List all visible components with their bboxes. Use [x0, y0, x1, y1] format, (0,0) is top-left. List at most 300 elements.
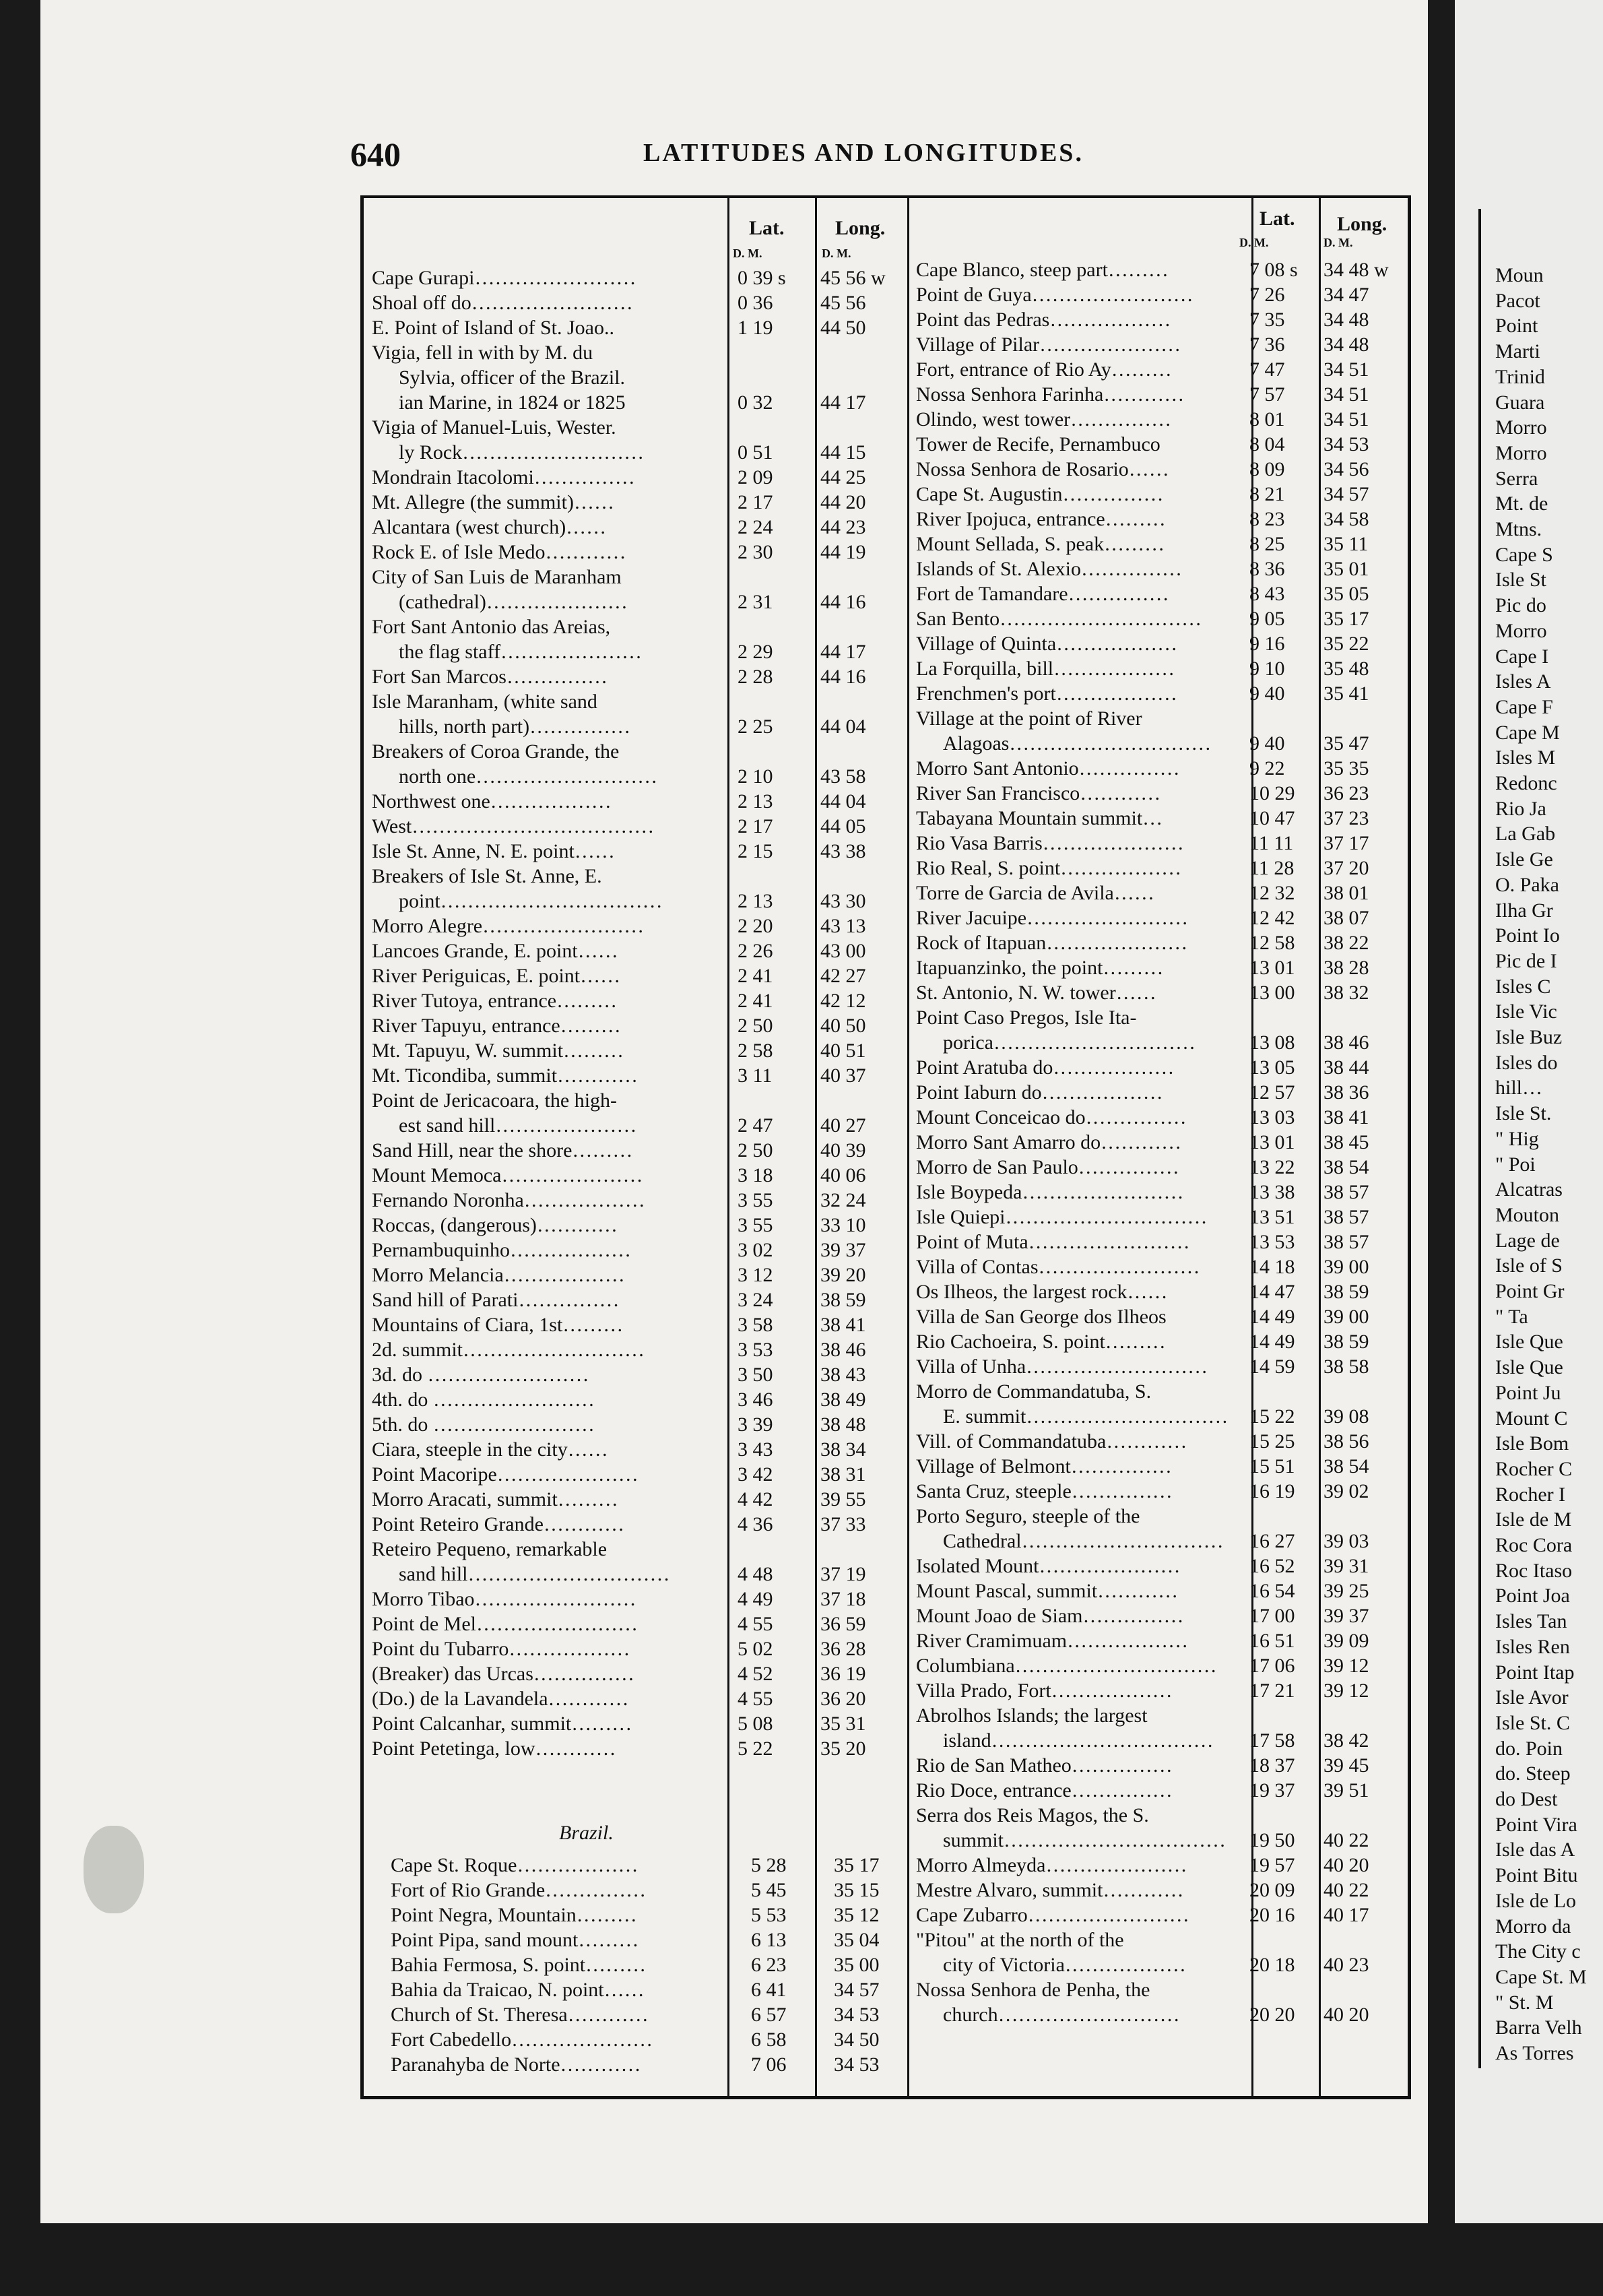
latitude-value: 7 06 — [751, 2053, 787, 2076]
latitude-value: 13 51 — [1249, 1206, 1295, 1228]
latitude-value: 15 51 — [1249, 1455, 1295, 1477]
place-name: Isle Quiepi………………………… — [916, 1206, 1208, 1228]
longitude-value: 38 34 — [820, 1438, 866, 1461]
latitude-value: 16 19 — [1249, 1480, 1295, 1502]
place-name: Tower de Recife, Pernambuco — [916, 433, 1160, 455]
place-name: Serra dos Reis Magos, the S. — [916, 1804, 1149, 1826]
latitude-value: 7 35 — [1249, 309, 1285, 331]
latitude-value: 12 58 — [1249, 932, 1295, 954]
longitude-value: 38 28 — [1323, 957, 1369, 979]
longitude-value: 35 17 — [1323, 608, 1369, 630]
longitude-value: 34 51 — [1323, 408, 1369, 430]
latitude-value: 4 55 — [738, 1688, 773, 1710]
latitude-value: 2 13 — [738, 890, 773, 912]
latitude-value: 19 57 — [1249, 1854, 1295, 1876]
place-name: Abrolhos Islands; the largest — [916, 1704, 1148, 1727]
latitude-value: 0 39 s — [738, 267, 786, 289]
latitude-value: 8 23 — [1249, 508, 1285, 530]
facing-page-text: do Dest — [1495, 1788, 1558, 1810]
longitude-value: 36 23 — [1323, 782, 1369, 804]
place-name: Reteiro Pequeno, remarkable — [372, 1538, 608, 1560]
longitude-value: 44 04 — [820, 790, 866, 812]
longitude-value: 38 32 — [1323, 982, 1369, 1004]
longitude-value: 42 12 — [820, 990, 866, 1012]
latitude-value: 5 22 — [738, 1737, 773, 1760]
longitude-value: 38 42 — [1323, 1729, 1369, 1752]
longitude-value: 37 33 — [820, 1513, 866, 1535]
longitude-value: 44 05 — [820, 815, 866, 837]
latitude-value: 6 23 — [751, 1954, 787, 1976]
facing-page-text: Cape S — [1495, 543, 1553, 566]
facing-page-text: Isle Que — [1495, 1356, 1563, 1379]
latitude-value: 16 27 — [1249, 1530, 1295, 1552]
facing-page-text: Pic de I — [1495, 949, 1557, 972]
longitude-value: 34 56 — [1323, 458, 1369, 480]
longitude-value: 38 57 — [1323, 1206, 1369, 1228]
longitude-value: 43 58 — [820, 765, 866, 788]
place-name: Point du Tubarro……………… — [372, 1638, 630, 1660]
place-name: Mt. Tapuyu, W. summit……… — [372, 1040, 624, 1062]
latitude-value: 8 25 — [1249, 533, 1285, 555]
latitude-value: 3 50 — [738, 1364, 773, 1386]
longitude-value: 43 38 — [820, 840, 866, 862]
longitude-value: 39 00 — [1323, 1306, 1369, 1328]
place-name: Point Caso Pregos, Isle Ita- — [916, 1007, 1137, 1029]
place-name: Os Ilheos, the largest rock…… — [916, 1281, 1168, 1303]
place-name: Point de Guya…………………… — [916, 284, 1193, 306]
place-name: Shoal off do…………………… — [372, 292, 633, 314]
latitude-value: 7 47 — [1249, 358, 1285, 381]
place-name: Isle Boypeda…………………… — [916, 1181, 1184, 1203]
place-name: Cape Zubarro…………………… — [916, 1904, 1189, 1926]
latitude-value: 2 41 — [738, 990, 773, 1012]
place-name: Lancoes Grande, E. point…… — [372, 940, 618, 962]
facing-page-text: Isle Que — [1495, 1331, 1563, 1353]
longitude-value: 35 22 — [1323, 633, 1369, 655]
latitude-value: 10 47 — [1249, 807, 1295, 829]
longitude-value: 44 25 — [820, 466, 866, 488]
longitude-value: 40 17 — [1323, 1904, 1369, 1926]
place-name: Rio Real, S. point……………… — [916, 857, 1182, 879]
column-rule — [907, 198, 909, 2096]
longitude-value: 38 59 — [1323, 1331, 1369, 1353]
latitude-value: 7 08 s — [1249, 259, 1298, 281]
place-name: Porto Seguro, steeple of the — [916, 1505, 1140, 1527]
facing-page-text: Cape I — [1495, 645, 1549, 668]
facing-page-text: Isles A — [1495, 670, 1551, 693]
longitude-value: 40 27 — [820, 1114, 866, 1137]
facing-page-text: Trinid — [1495, 365, 1545, 388]
longitude-value: 42 27 — [820, 965, 866, 987]
longitude-value: 38 56 — [1323, 1430, 1369, 1453]
latitude-value: 5 02 — [738, 1638, 773, 1660]
place-name: Alcantara (west church)…… — [372, 516, 607, 538]
facing-page-text: Marti — [1495, 340, 1540, 363]
place-name: Vill. of Commandatuba………… — [916, 1430, 1187, 1453]
place-name: Morro de Commandatuba, S. — [916, 1380, 1152, 1403]
longitude-value: 35 15 — [834, 1879, 880, 1901]
facing-page-text: Point Itap — [1495, 1661, 1575, 1684]
latitude-value: 16 54 — [1249, 1580, 1295, 1602]
facing-page-text: Rio Ja — [1495, 797, 1546, 820]
longitude-value: 44 19 — [820, 541, 866, 563]
long-header: Long. — [1337, 213, 1387, 235]
latitude-value: 2 24 — [738, 516, 773, 538]
place-name: Cape St. Roque……………… — [391, 1854, 639, 1876]
longitude-value: 39 45 — [1323, 1754, 1369, 1777]
latitude-value: 3 11 — [738, 1064, 773, 1087]
facing-page-text: Isles M — [1495, 746, 1556, 769]
place-name: Fort Cabedello………………… — [391, 2029, 653, 2051]
place-name: Rio de San Matheo…………… — [916, 1754, 1173, 1777]
longitude-value: 40 50 — [820, 1015, 866, 1037]
latitude-value: 17 06 — [1249, 1655, 1295, 1677]
place-name: San Bento………………………… — [916, 608, 1202, 630]
place-name: River Tutoya, entrance……… — [372, 990, 618, 1012]
longitude-value: 35 31 — [820, 1713, 866, 1735]
latitude-value: 3 02 — [738, 1239, 773, 1261]
longitude-value: 39 37 — [1323, 1605, 1369, 1627]
place-name: ly Rock……………………… — [399, 441, 645, 464]
longitude-value: 38 46 — [820, 1339, 866, 1361]
facing-page-text: Point Joa — [1495, 1585, 1570, 1607]
latitude-value: 6 57 — [751, 2004, 787, 2026]
latitude-value: 9 22 — [1249, 757, 1285, 779]
latitude-value: 2 10 — [738, 765, 773, 788]
place-name: La Forquilla, bill……………… — [916, 658, 1175, 680]
facing-page-text: Isle St. — [1495, 1102, 1552, 1125]
longitude-value: 39 03 — [1323, 1530, 1369, 1552]
place-name: Morro de San Paulo…………… — [916, 1156, 1179, 1178]
longitude-value: 43 00 — [820, 940, 866, 962]
place-name: church……………………… — [943, 2004, 1180, 2026]
place-name: Village of Pilar………………… — [916, 333, 1181, 356]
longitude-value: 34 58 — [1323, 508, 1369, 530]
latitude-value: 2 30 — [738, 541, 773, 563]
latitude-value: 5 53 — [751, 1904, 787, 1926]
longitude-value: 38 07 — [1323, 907, 1369, 929]
latitude-value: 2 13 — [738, 790, 773, 812]
latitude-value: 6 58 — [751, 2029, 787, 2051]
place-name: Roccas, (dangerous)………… — [372, 1214, 618, 1236]
place-name: River Periguicas, E. point…… — [372, 965, 621, 987]
place-name: Point Macoripe………………… — [372, 1463, 639, 1486]
place-name: Tabayana Mountain summit… — [916, 807, 1163, 829]
latitude-value: 0 51 — [738, 441, 773, 464]
longitude-value: 37 17 — [1323, 832, 1369, 854]
facing-page-text: " Ta — [1495, 1305, 1528, 1328]
latitude-value: 13 08 — [1249, 1031, 1295, 1054]
longitude-value: 40 39 — [820, 1139, 866, 1161]
latitude-value: 13 01 — [1249, 957, 1295, 979]
facing-page-text: Serra — [1495, 467, 1538, 490]
column-rule — [727, 198, 729, 2096]
latitude-value: 20 16 — [1249, 1904, 1295, 1926]
place-name: Rock of Itapuan………………… — [916, 932, 1188, 954]
longitude-value: 38 31 — [820, 1463, 866, 1486]
facing-page — [1455, 0, 1603, 2223]
place-name: (cathedral)………………… — [399, 591, 628, 613]
longitude-value: 37 19 — [820, 1563, 866, 1585]
place-name: Paranahyba de Norte………… — [391, 2053, 641, 2076]
place-name: 3d. do …………………… — [372, 1364, 589, 1386]
latitude-value: 12 42 — [1249, 907, 1295, 929]
longitude-value: 38 45 — [1323, 1131, 1369, 1153]
longitude-value: 38 41 — [820, 1314, 866, 1336]
longitude-value: 35 20 — [820, 1737, 866, 1760]
facing-page-text: Cape F — [1495, 695, 1553, 718]
place-name: point…………………………… — [399, 890, 663, 912]
longitude-value: 39 31 — [1323, 1555, 1369, 1577]
longitude-value: 39 25 — [1323, 1580, 1369, 1602]
place-name: Isolated Mount………………… — [916, 1555, 1181, 1577]
facing-page-text: Isle Ge — [1495, 848, 1553, 871]
place-name: E. Point of Island of St. Joao.. — [372, 317, 614, 339]
latitude-value: 3 55 — [738, 1189, 773, 1211]
facing-page-text: Isle Bom — [1495, 1432, 1569, 1455]
latitude-value: 17 21 — [1249, 1680, 1295, 1702]
facing-page-text: " Hig — [1495, 1127, 1539, 1150]
longitude-value: 45 56 — [820, 292, 866, 314]
latitude-value: 3 43 — [738, 1438, 773, 1461]
longitude-value: 39 37 — [820, 1239, 866, 1261]
latitude-value: 11 11 — [1249, 832, 1294, 854]
latitude-value: 9 16 — [1249, 633, 1285, 655]
facing-page-text: Point Bitu — [1495, 1864, 1578, 1887]
place-name: Breakers of Isle St. Anne, E. — [372, 865, 602, 887]
latitude-value: 13 03 — [1249, 1106, 1295, 1128]
longitude-value: 35 01 — [1323, 558, 1369, 580]
place-name: Morro Alegre…………………… — [372, 915, 645, 937]
longitude-value: 36 59 — [820, 1613, 866, 1635]
longitude-value: 44 15 — [820, 441, 866, 464]
place-name: Mount Joao de Siam…………… — [916, 1605, 1184, 1627]
place-name: Isle Maranham, (white sand — [372, 691, 597, 713]
place-name: Mt. Ticondiba, summit………… — [372, 1064, 639, 1087]
facing-page-text: Guara — [1495, 391, 1545, 414]
place-name: Santa Cruz, steeple…………… — [916, 1480, 1173, 1502]
place-name: Point das Pedras……………… — [916, 309, 1171, 331]
place-name: River San Francisco………… — [916, 782, 1161, 804]
longitude-value: 39 02 — [1323, 1480, 1369, 1502]
place-name: Mount Conceicao do…………… — [916, 1106, 1187, 1128]
place-name: Point Negra, Mountain……… — [391, 1904, 637, 1926]
place-name: Islands of St. Alexio…………… — [916, 558, 1182, 580]
place-name: hills, north part)…………… — [399, 715, 631, 738]
facing-page-text: Isle St — [1495, 569, 1546, 592]
longitude-value: 39 55 — [820, 1488, 866, 1510]
latitude-value: 17 58 — [1249, 1729, 1295, 1752]
facing-page-text: Cape M — [1495, 721, 1560, 744]
facing-page-text: Mount C — [1495, 1407, 1568, 1430]
place-name: Rock E. of Isle Medo………… — [372, 541, 626, 563]
longitude-value: 40 20 — [1323, 1854, 1369, 1876]
latitude-value: 13 53 — [1249, 1231, 1295, 1253]
place-name: Morro Melancia……………… — [372, 1264, 625, 1286]
latitude-value: 7 26 — [1249, 284, 1285, 306]
facing-page-text: Isle Vic — [1495, 1000, 1557, 1023]
latitude-value: 2 20 — [738, 915, 773, 937]
place-name: Mondrain Itacolomi…………… — [372, 466, 635, 488]
place-name: River Jacuipe…………………… — [916, 907, 1189, 929]
facing-page-text: Isles Tan — [1495, 1610, 1567, 1633]
place-name: Columbiana………………………… — [916, 1655, 1217, 1677]
place-name: "Pitou" at the north of the — [916, 1929, 1124, 1951]
place-name: E. summit………………………… — [943, 1405, 1229, 1428]
longitude-value: 40 22 — [1323, 1829, 1369, 1851]
dm-header: D. M. — [733, 247, 762, 260]
latitude-value: 9 40 — [1249, 682, 1285, 705]
longitude-value: 44 50 — [820, 317, 866, 339]
facing-page-text: Isle Buz — [1495, 1026, 1563, 1048]
latitude-value: 20 09 — [1249, 1879, 1295, 1901]
facing-page-text: La Gab — [1495, 823, 1556, 846]
facing-page-text: Mouton — [1495, 1203, 1560, 1226]
facing-page-text: Point Io — [1495, 924, 1560, 947]
facing-page-text: do. Steep — [1495, 1762, 1571, 1785]
latitude-value: 8 04 — [1249, 433, 1285, 455]
latitude-value: 0 32 — [738, 391, 773, 414]
place-name: city of Victoria……………… — [943, 1954, 1186, 1976]
latitude-value: 3 42 — [738, 1463, 773, 1486]
dm-header: D. M. — [1323, 236, 1353, 249]
latitude-value: 12 57 — [1249, 1081, 1295, 1104]
latitude-value: 2 47 — [738, 1114, 773, 1137]
place-name: Point Petetinga, low………… — [372, 1737, 616, 1760]
facing-page-text: Morro — [1495, 441, 1547, 464]
place-name: Mt. Allegre (the summit)…… — [372, 491, 614, 513]
longitude-value: 38 22 — [1323, 932, 1369, 954]
longitude-value: 40 20 — [1323, 2004, 1369, 2026]
latitude-value: 10 29 — [1249, 782, 1295, 804]
longitude-value: 40 22 — [1323, 1879, 1369, 1901]
longitude-value: 38 46 — [1323, 1031, 1369, 1054]
place-name: Village of Belmont…………… — [916, 1455, 1172, 1477]
facing-page-text: do. Poin — [1495, 1737, 1563, 1760]
place-name: Breakers of Coroa Grande, the — [372, 740, 620, 763]
facing-page-text: Rocher C — [1495, 1457, 1573, 1480]
longitude-value: 35 04 — [834, 1929, 880, 1951]
place-name: Fort Sant Antonio das Areias, — [372, 616, 611, 638]
latitude-value: 18 37 — [1249, 1754, 1295, 1777]
facing-page-text: Rocher I — [1495, 1483, 1566, 1506]
longitude-value: 40 51 — [820, 1040, 866, 1062]
latitude-value: 5 28 — [751, 1854, 787, 1876]
place-name: summit…………………………… — [943, 1829, 1226, 1851]
longitude-value: 36 20 — [820, 1688, 866, 1710]
place-name: Point Pipa, sand mount……… — [391, 1929, 639, 1951]
place-name: Morro Tibao…………………… — [372, 1588, 636, 1610]
latitude-value: 2 26 — [738, 940, 773, 962]
longitude-value: 38 01 — [1323, 882, 1369, 904]
longitude-value: 35 05 — [1323, 583, 1369, 605]
latitude-value: 3 58 — [738, 1314, 773, 1336]
longitude-value: 44 04 — [820, 715, 866, 738]
longitude-value: 37 18 — [820, 1588, 866, 1610]
latitude-value: 16 51 — [1249, 1630, 1295, 1652]
latitude-value: 0 36 — [738, 292, 773, 314]
latitude-value: 13 05 — [1249, 1056, 1295, 1079]
facing-page-text: Isle of S — [1495, 1254, 1563, 1277]
latitude-value: 15 25 — [1249, 1430, 1295, 1453]
long-header: Long. — [835, 217, 886, 239]
longitude-value: 34 57 — [834, 1979, 880, 2001]
place-name: Village of Quinta……………… — [916, 633, 1178, 655]
latitude-value: 20 18 — [1249, 1954, 1295, 1976]
place-name: Fort, entrance of Rio Ay……… — [916, 358, 1172, 381]
latitude-value: 2 31 — [738, 591, 773, 613]
latitude-value: 3 18 — [738, 1164, 773, 1186]
latitude-value: 2 28 — [738, 666, 773, 688]
facing-page-text: Morro da — [1495, 1915, 1571, 1938]
longitude-value: 37 20 — [1323, 857, 1369, 879]
place-name: Nossa Senhora Farinha………… — [916, 383, 1185, 406]
latitude-value: 14 59 — [1249, 1356, 1295, 1378]
longitude-value: 35 47 — [1323, 732, 1369, 755]
facing-page-text: Roc Itaso — [1495, 1559, 1573, 1582]
latitude-value: 19 37 — [1249, 1779, 1295, 1801]
column-rule — [815, 198, 817, 2096]
latitude-value: 2 17 — [738, 815, 773, 837]
latitude-value: 8 36 — [1249, 558, 1285, 580]
latitude-value: 3 55 — [738, 1214, 773, 1236]
longitude-value: 38 59 — [1323, 1281, 1369, 1303]
latitude-value: 3 39 — [738, 1413, 773, 1436]
longitude-value: 39 08 — [1323, 1405, 1369, 1428]
latitude-value: 8 43 — [1249, 583, 1285, 605]
facing-page-text: Point Ju — [1495, 1381, 1561, 1404]
running-head: LATITUDES AND LONGITUDES. — [643, 139, 1084, 167]
facing-page-text: " St. M — [1495, 1991, 1554, 2014]
longitude-value: 33 10 — [820, 1214, 866, 1236]
place-name: Morro Sant Amarro do………… — [916, 1131, 1182, 1153]
longitude-value: 39 12 — [1323, 1680, 1369, 1702]
latitude-value: 3 46 — [738, 1389, 773, 1411]
latitude-value: 5 08 — [738, 1713, 773, 1735]
latitude-value: 4 48 — [738, 1563, 773, 1585]
longitude-value: 44 16 — [820, 666, 866, 688]
longitude-value: 38 54 — [1323, 1455, 1369, 1477]
longitude-value: 34 57 — [1323, 483, 1369, 505]
longitude-value: 34 53 — [1323, 433, 1369, 455]
longitude-value: 44 20 — [820, 491, 866, 513]
latitude-value: 14 47 — [1249, 1281, 1295, 1303]
latitude-value: 9 05 — [1249, 608, 1285, 630]
facing-page-text: Lage de — [1495, 1229, 1560, 1252]
place-name: Fort San Marcos…………… — [372, 666, 608, 688]
longitude-value: 35 11 — [1323, 533, 1369, 555]
place-name: Point Reteiro Grande………… — [372, 1513, 624, 1535]
longitude-value: 43 13 — [820, 915, 866, 937]
dm-header: D. M. — [822, 247, 851, 260]
place-name: porica………………………… — [943, 1031, 1196, 1054]
place-name: Isle St. Anne, N. E. point…… — [372, 840, 615, 862]
longitude-value: 38 48 — [820, 1413, 866, 1436]
place-name: Olindo, west tower…………… — [916, 408, 1172, 430]
place-name: the flag staff………………… — [399, 641, 643, 663]
latitude-value: 12 32 — [1249, 882, 1295, 904]
longitude-value: 38 59 — [820, 1289, 866, 1311]
longitude-value: 38 57 — [1323, 1231, 1369, 1253]
longitude-value: 36 28 — [820, 1638, 866, 1660]
lat-header: Lat. — [749, 217, 785, 239]
place-name: Ciara, steeple in the city…… — [372, 1438, 608, 1461]
longitude-value: 34 51 — [1323, 383, 1369, 406]
place-name: Rio Cachoeira, S. point……… — [916, 1331, 1166, 1353]
place-name: River Tapuyu, entrance……… — [372, 1015, 621, 1037]
latitude-value: 1 19 — [738, 317, 773, 339]
longitude-value: 34 50 — [834, 2029, 880, 2051]
